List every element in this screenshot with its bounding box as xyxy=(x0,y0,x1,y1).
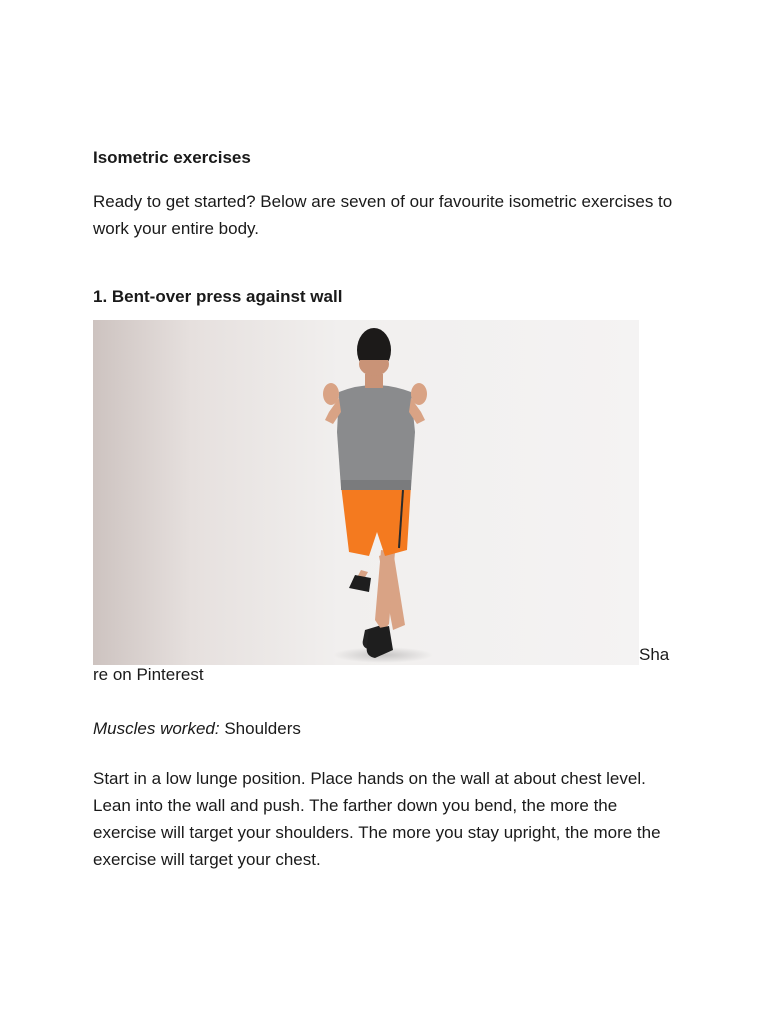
article-heading: Isometric exercises xyxy=(93,148,251,167)
person-wall-press-photo xyxy=(93,320,639,665)
muscles-worked-value: Shoulders xyxy=(219,719,301,738)
exercise-instructions: Start in a low lunge position. Place hands on the wall at about chest level. Lean into the wall and push. The farther down you bend, the more the exercise will target your shoulders. The more you stay upright, the more the exercise will target your chest. xyxy=(93,769,661,869)
intro-paragraph: Ready to get started? Below are seven of our favourite isometric exercises to work your entire body. xyxy=(93,192,673,238)
person-wall-press-illustration xyxy=(93,320,639,665)
share-on-pinterest-link[interactable]: Share on Pinterest xyxy=(93,645,670,684)
exercise-figure xyxy=(93,320,673,685)
muscles-worked-label: Muscles worked: xyxy=(93,719,220,738)
article xyxy=(93,140,673,873)
exercise-title: 1. Bent-over press against wall xyxy=(93,287,343,306)
muscles-worked xyxy=(93,715,673,742)
